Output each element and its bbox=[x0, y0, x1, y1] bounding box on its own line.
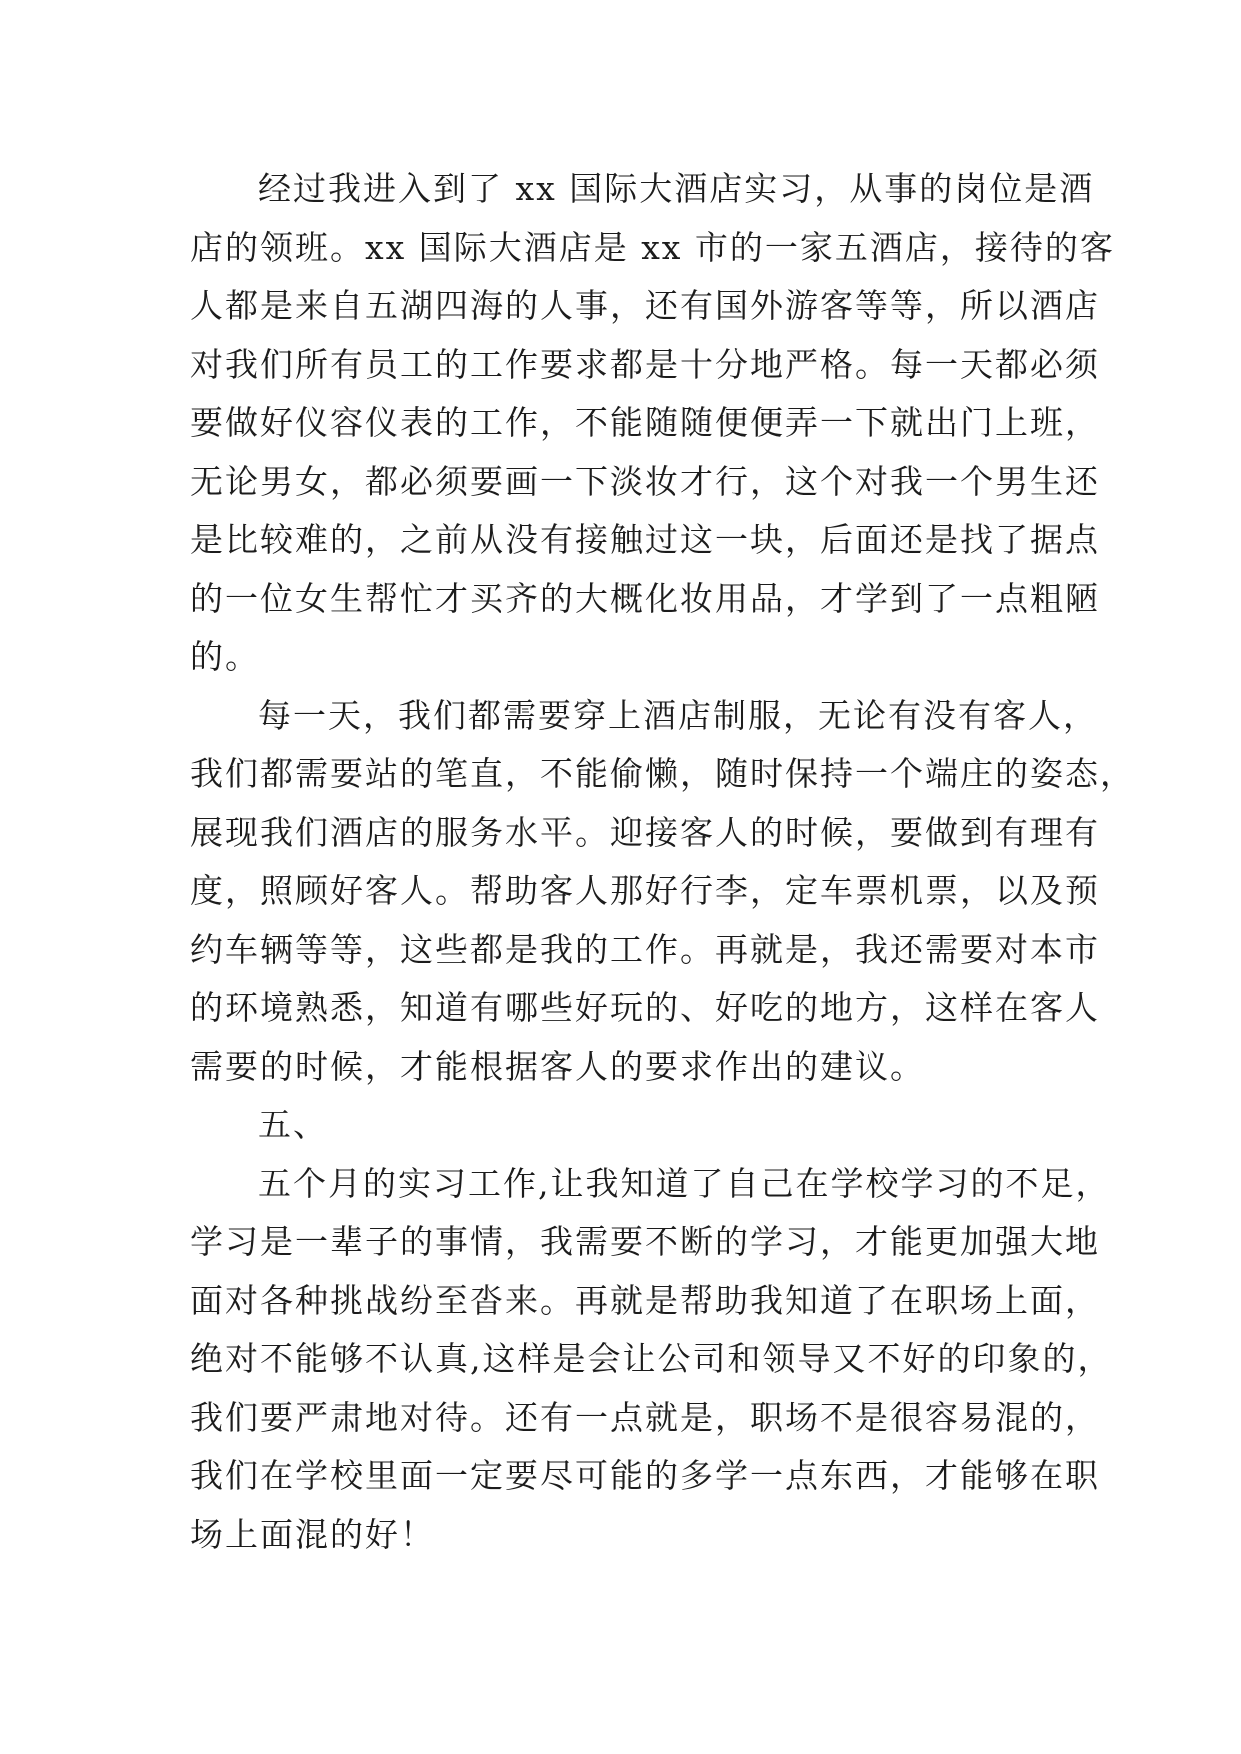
text-line: 五个月的实习工作,让我知道了自己在学校学习的不足， bbox=[258, 1163, 1111, 1203]
text-line: 我们要严肃地对待。还有一点就是，职场不是很容易混的， bbox=[190, 1397, 1100, 1437]
text-line: 经过我进入到了 xx 国际大酒店实习，从事的岗位是酒 bbox=[258, 169, 1095, 208]
text-line: 需要的时候，才能根据客人的要求作出的建议。 bbox=[190, 1046, 925, 1086]
text-line: 绝对不能够不认真,这样是会让公司和领导又不好的印象的， bbox=[190, 1339, 1113, 1378]
text-line: 我们在学校里面一定要尽可能的多学一点东西，才能够在职 bbox=[190, 1456, 1100, 1495]
text-line: 是比较难的，之前从没有接触过这一块，后面还是找了据点 bbox=[190, 520, 1100, 559]
text-line: 场上面混的好！ bbox=[190, 1514, 435, 1554]
text-line: 的环境熟悉，知道有哪些好玩的、好吃的地方，这样在客人 bbox=[190, 988, 1100, 1027]
text-line: 对我们所有员工的工作要求都是十分地严格。每一天都必须 bbox=[190, 344, 1100, 384]
text-line: 面对各种挑战纷至沓来。再就是帮助我知道了在职场上面， bbox=[190, 1280, 1100, 1320]
text-line: 的一位女生帮忙才买齐的大概化妆用品，才学到了一点粗陋 bbox=[190, 578, 1100, 618]
text-line: 无论男女，都必须要画一下淡妆才行，这个对我一个男生还 bbox=[190, 461, 1100, 501]
text-line: 的。 bbox=[190, 637, 260, 676]
document-body bbox=[190, 160, 1135, 1564]
text-line: 学习是一辈子的事情，我需要不断的学习，才能更加强大地 bbox=[190, 1222, 1100, 1261]
text-line: 我们都需要站的笔直，不能偷懒，随时保持一个端庄的姿态， bbox=[190, 754, 1135, 793]
text-line: 每一天，我们都需要穿上酒店制服，无论有没有客人， bbox=[258, 695, 1098, 735]
text-line: 店的领班。xx 国际大酒店是 xx 市的一家五酒店，接待的客 bbox=[190, 227, 1115, 267]
text-line: 人都是来自五湖四海的人事，还有国外游客等等，所以酒店 bbox=[190, 286, 1100, 325]
section-heading: 五、 bbox=[258, 1105, 328, 1144]
text-line: 要做好仪容仪表的工作，不能随随便便弄一下就出门上班， bbox=[190, 403, 1100, 442]
text-line: 约车辆等等，这些都是我的工作。再就是，我还需要对本市 bbox=[190, 929, 1100, 969]
text-line: 度，照顾好客人。帮助客人那好行李，定车票机票，以及预 bbox=[190, 871, 1100, 910]
text-line: 展现我们酒店的服务水平。迎接客人的时候，要做到有理有 bbox=[190, 812, 1100, 852]
